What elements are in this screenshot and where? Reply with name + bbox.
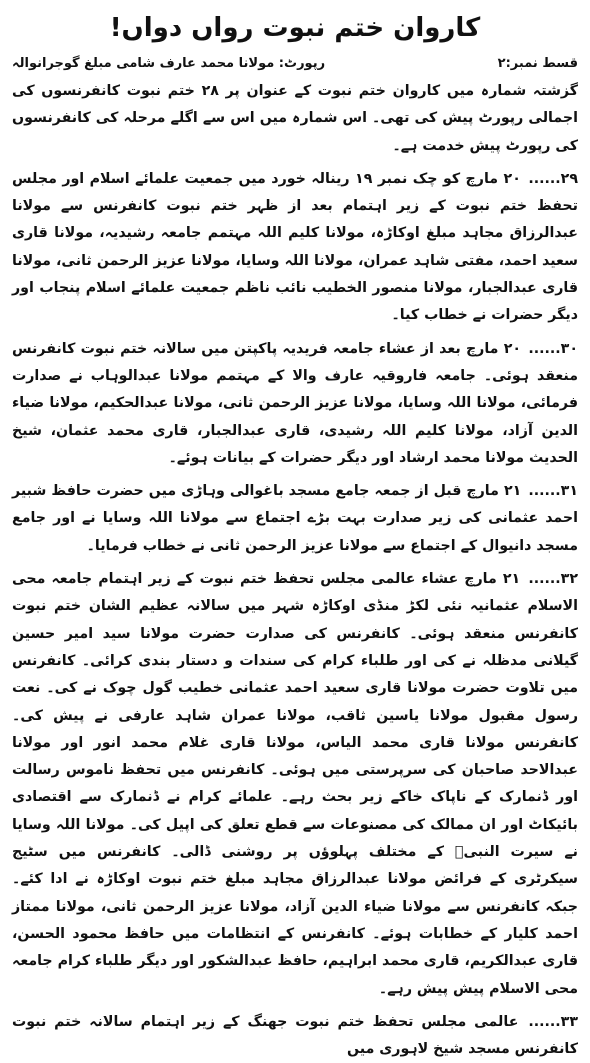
report-item-31 [12,478,578,560]
report-item-29 [12,166,578,330]
article-meta [12,54,578,74]
byline: رپورٹ: مولانا محمد عارف شامی مبلغ گوجرانوالہ [12,56,326,71]
item-text: عالمی مجلس تحفظ ختم نبوت جھنگ کے زیر اہتمام سالانہ ختم نبوت کانفرنس مسجد شیخ لاہوری میں [12,1013,578,1058]
item-number: ۳۱...... [528,483,578,500]
installment-label: قسط نمبر:۲ [497,56,578,71]
item-number: ۳۳...... [528,1013,578,1030]
item-number: ۳۲...... [528,571,578,588]
intro-paragraph: گزشتہ شمارہ میں کاروان ختم نبوت کے عنوان پر ۲۸ ختم نبوت کانفرنسوں کی اجمالی رپورٹ پیش کی تھی۔ اس شمارہ میں اس سے اگلے مرحلہ کی کانفرنسوں کی رپورٹ پیش خدمت ہے۔ [12,83,579,154]
item-text: ۲۰ مارچ کو چک نمبر ۱۹ رینالہ خورد میں جمعیت علمائے اسلام اور مجلس تحفظ ختم نبوت کے زیر اہتمام بعد از ظہر ختم نبوت کانفرنس سے مولانا عبدالرزاق مجاہد مبلغ اوکاڑہ، مولانا کلیم اللہ مہتمم جامعہ رشیدیہ، مولانا قاری سعید احمد، مفتی شاہد عمران، مولانا اللہ وسایا، مولانا عزیز الرحمن ثانی، مولانا قاری عبدالجبار، مولانا منصور الخطیب نائب ناظم جمعیت علمائے اسلام پنجاب اور دیگر حضرات نے خطاب کیا۔ [12,170,578,324]
item-number: ۲۹...... [528,170,578,187]
item-number: ۳۰...... [528,340,578,357]
article-title: کاروان ختم نبوت رواں دواں! [109,13,481,43]
item-text: ۲۰ مارچ بعد از عشاء جامعہ فریدیہ پاکپتن میں سالانہ ختم نبوت کانفرنس منعقد ہوئی۔ جامعہ فاروقیہ عارف والا کے مہتمم مولانا عبدالوہاب نے صدارت فرمائی، مولانا اللہ وسایا، مولانا عزیز الرحمن ثانی، مولانا عبدالحکیم، مولانا ضیاء الدین آزاد، مولانا کلیم اللہ رشیدی، قاری عبدالجبار، قاری محمد عثمان، شیخ الحدیث مولانا محمد ارشاد اور دیگر حضرات کے بیانات ہوئے۔ [12,340,578,466]
report-item-33 [12,1009,578,1063]
item-text: ۲۱ مارچ عشاء عالمی مجلس تحفظ ختم نبوت کے زیر اہتمام جامعہ محی الاسلام عثمانیہ نئی لکڑ منڈی اوکاڑہ شہر میں سالانہ عظیم الشان ختم نبوت کانفرنس منعقد ہوئی۔ کانفرنس کی صدارت حضرت مولانا سید امیر حسین گیلانی مدظلہ نے کی اور طلباء کرام کی سندات و دستار بندی کرائی۔ کانفرنس میں تلاوت حضرت مولانا قاری سعید احمد عثمانی خطیب گول چوک نے کی۔ نعت رسول مقبول مولانا یاسین ثاقب، مولانا عمران شاہد عارفی نے پیش کی۔ کانفرنس مولانا قاری محمد الیاس، مولانا قاری غلام محمد انور اور مولانا عبدالاحد صاحبان کی سرپرستی میں ہوئی۔ کانفرنس میں تحفظ ناموس رسالت اور ڈنمارک کے ناپاک خاکے زیر بحث رہے۔ علمائے کرام نے ڈنمارک سے اقتصادی بائیکاٹ اور ان ممالک کی مصنوعات سے قطع تعلق کی اپیل کی۔ مولانا اللہ وسایا نے سیرت النبیؐ کے مختلف پہلوؤں پر روشنی ڈالی۔ کانفرنس میں سٹیج سیکرٹری کے فرائض مولانا عبدالرزاق مجاہد مبلغ ختم نبوت اوکاڑہ نے ادا کئے۔ جبکہ کانفرنس سے مولانا ضیاء الدین آزاد، مولانا عزیز الرحمن ثانی، مولانا ممتاز احمد کلیار کے خطابات ہوئے۔ کانفرنس کے انتظامات میں حافظ محمود الحسن، قاری عبدالکریم، قاری محمد ابراہیم، حافظ عبدالشکور اور دیگر طلباء کرام جامعہ محی الاسلام پیش پیش رہے۔ [12,571,578,997]
report-item-32 [12,566,578,1003]
item-text: ۲۱ مارچ قبل از جمعہ جامع مسجد باغوالی وہاڑی میں حضرت حافظ شبیر احمد عثمانی کی زیر صدارت بہت بڑے اجتماع سے مولانا اللہ وسایا نے اور جامع مسجد دانیوال کے اجتماع سے مولانا عزیز الرحمن ثانی نے خطاب فرمایا۔ [12,483,578,554]
report-item-30 [12,336,578,472]
